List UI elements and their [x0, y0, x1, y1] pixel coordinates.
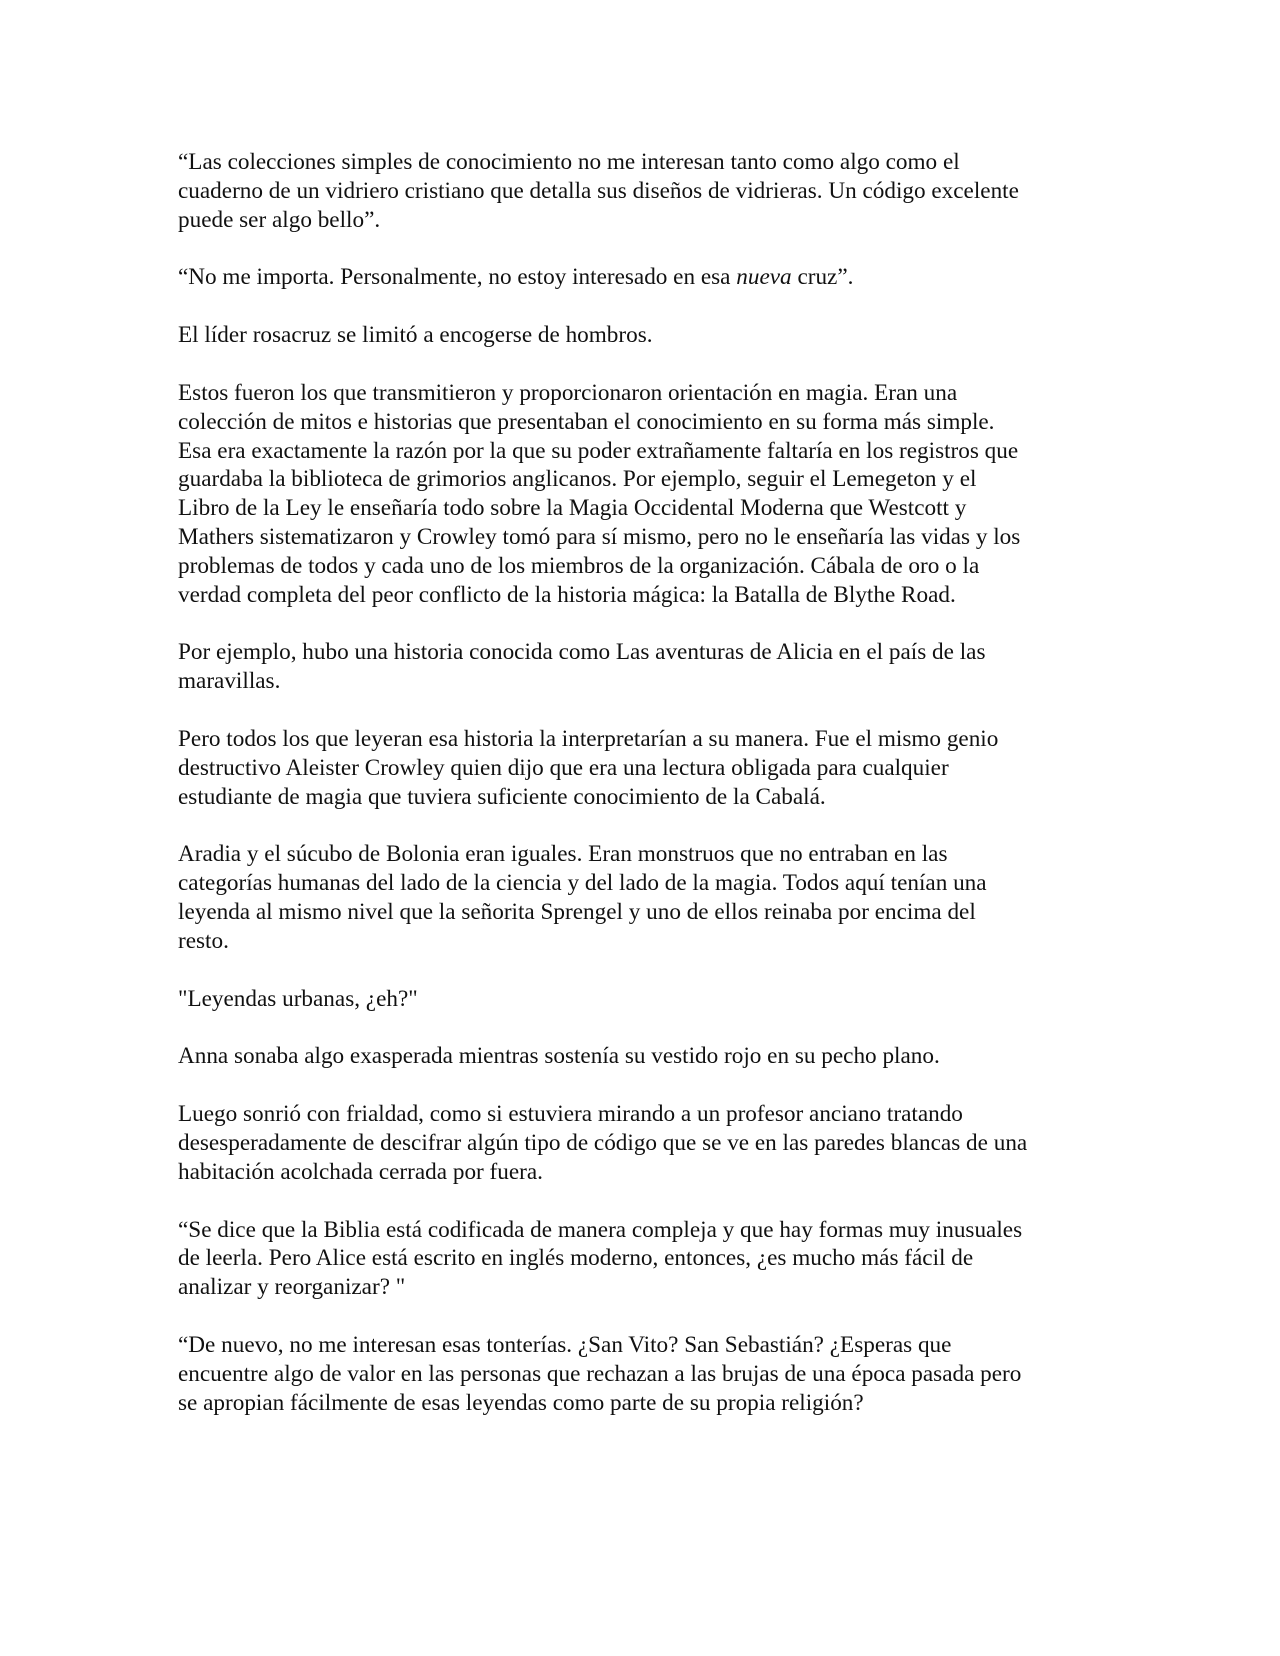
line: resto. — [178, 927, 229, 954]
line: desesperadamente de descifrar algún tipo de código que se ve en las paredes blancas de una — [178, 1129, 1028, 1156]
line: Pero todos los que leyeran esa historia la interpretarían a su manera. Fue el mismo genio — [178, 725, 999, 752]
line: categorías humanas del lado de la ciencia y del lado de la magia. Todos aquí tenían una — [178, 870, 987, 897]
line: analizar y reorganizar? " — [178, 1274, 406, 1301]
paragraph-4 — [178, 379, 1108, 609]
line: cuaderno de un vidriero cristiano que detalla sus diseños de vidrieras. Un código excelente — [178, 177, 1019, 204]
line: Por ejemplo, hubo una historia conocida como Las aventuras de Alicia en el país de las — [178, 639, 986, 666]
line: verdad completa del peor conflicto de la historia mágica: la Batalla de Blythe Road. — [178, 581, 956, 608]
line: “Se dice que la Biblia está codificada de manera compleja y que hay formas muy inusuales — [178, 1216, 1023, 1243]
paragraph-11 — [178, 1216, 1108, 1302]
paragraph-10 — [178, 1100, 1108, 1186]
line: Libro de la Ley le enseñaría todo sobre la Magia Occidental Moderna que Westcott y — [178, 495, 967, 522]
line: “De nuevo, no me interesan esas tonterías. ¿San Vito? San Sebastián? ¿Esperas que — [178, 1331, 952, 1358]
text-segment: cruz”. — [791, 264, 854, 291]
italic-word: nueva — [736, 264, 792, 291]
line: destructivo Aleister Crowley quien dijo que era una lectura obligada para cualquier — [178, 754, 949, 781]
line: problemas de todos y cada uno de los miembros de la organización. Cábala de oro o la — [178, 552, 980, 579]
line: “Las colecciones simples de conocimiento no me interesan tanto como algo como el — [178, 149, 960, 175]
line: estudiante de magia que tuviera suficiente conocimiento de la Cabalá. — [178, 783, 826, 810]
line: colección de mitos e historias que presentaban el conocimiento en su forma más simple. — [178, 408, 995, 435]
line: encuentre algo de valor en las personas que rechazan a las brujas de una época pasada pero — [178, 1360, 1022, 1387]
text-segment: “No me importa. Personalmente, no estoy interesado en esa — [178, 264, 737, 291]
paragraph-2 — [178, 263, 1108, 292]
line: Esa era exactamente la razón por la que su poder extrañamente faltaría en los registros que — [178, 437, 1019, 464]
paragraph-9 — [178, 1042, 1108, 1071]
line: Anna sonaba algo exasperada mientras sostenía su vestido rojo en su pecho plano. — [178, 1043, 940, 1070]
line: se apropian fácilmente de esas leyendas como parte de su propia religión? — [178, 1389, 864, 1416]
line: guardaba la biblioteca de grimorios anglicanos. Por ejemplo, seguir el Lemegeton y el — [178, 466, 977, 493]
line: Luego sonrió con frialdad, como si estuviera mirando a un profesor anciano tratando — [178, 1101, 963, 1128]
line: Mathers sistematizaron y Crowley tomó para sí mismo, pero no le enseñaría las vidas y los — [178, 523, 1021, 550]
line: Aradia y el súcubo de Bolonia eran iguales. Eran monstruos que no entraban en las — [178, 841, 948, 868]
paragraph-8 — [178, 985, 1108, 1014]
paragraph-5 — [178, 638, 1108, 696]
paragraph-6 — [178, 725, 1108, 811]
line: Estos fueron los que transmitieron y proporcionaron orientación en magia. Eran una — [178, 379, 958, 406]
line: maravillas. — [178, 668, 281, 695]
paragraph-7 — [178, 840, 1108, 955]
line: "Leyendas urbanas, ¿eh?" — [178, 985, 418, 1012]
line: de leerla. Pero Alice está escrito en inglés moderno, entonces, ¿es mucho más fácil de — [178, 1245, 974, 1272]
line: puede ser algo bello”. — [178, 206, 381, 233]
paragraph-12 — [178, 1331, 1108, 1417]
line: El líder rosacruz se limitó a encogerse de hombros. — [178, 322, 653, 349]
line: habitación acolchada cerrada por fuera. — [178, 1158, 543, 1185]
paragraph-3 — [178, 321, 1108, 350]
paragraph-1 — [178, 148, 1108, 234]
line: leyenda al mismo nivel que la señorita Sprengel y uno de ellos reinaba por encima del — [178, 898, 976, 925]
document-body — [178, 148, 1108, 1446]
